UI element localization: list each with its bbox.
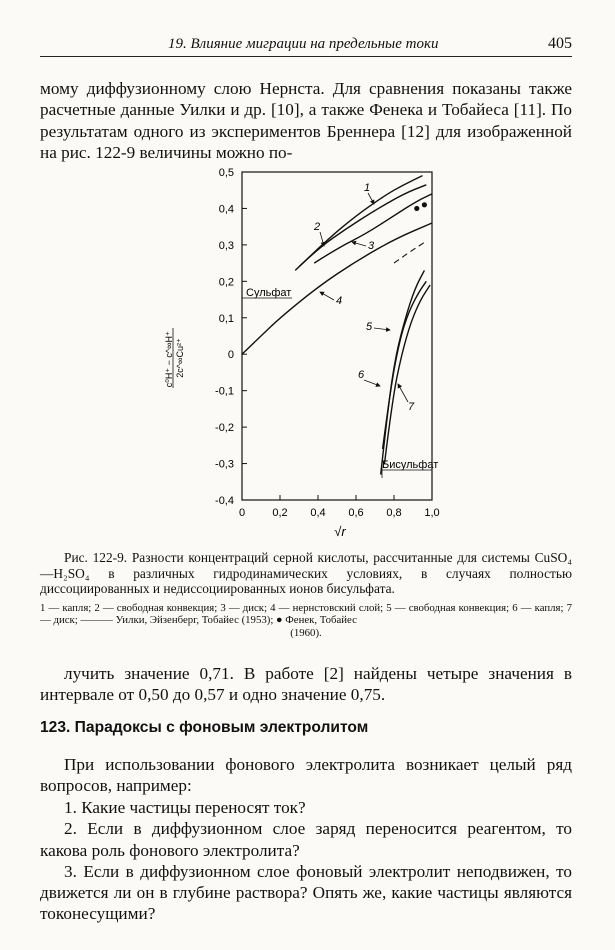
curve-label-4-leader xyxy=(320,292,334,300)
y-tick-label: 0,3 xyxy=(218,239,234,252)
curve-label-6-leader xyxy=(364,380,380,386)
y-tick-label: -0,3 xyxy=(215,458,234,471)
curve-label-7-leader xyxy=(398,384,408,402)
annotation-bisulfate: Бисульфат xyxy=(382,459,439,471)
x-tick-label: 0,8 xyxy=(386,507,402,519)
figure-chart xyxy=(150,160,450,540)
series-line-dashed xyxy=(394,241,426,263)
paragraph-1: мому диффузионному слою Нернста. Для сравнения показаны также расчетные данные Уилки и др. [10], а также Фенека и Тобайеса [11]. По результатам одного из экспериментов Бреннера [12] для изображенной на рис. 122-9 величины можно по- xyxy=(40,79,572,162)
list-item: 3. Если в диффузионном слое фоновый электролит неподвижен, то движется ли он в глубине раствора? Опять же, какие частицы являются токонесущими? xyxy=(40,861,572,924)
data-point xyxy=(414,206,419,211)
x-tick-label: 0,2 xyxy=(272,507,288,519)
x-tick-label: 1,0 xyxy=(424,507,440,519)
curve-label-4: 4 xyxy=(336,295,343,307)
curve-label-7: 7 xyxy=(408,401,415,413)
y-tick-label: 0,4 xyxy=(218,203,234,216)
y-tick-label: 0,5 xyxy=(218,167,234,179)
y-tick-label: 0 xyxy=(227,349,234,362)
x-tick-label: 0,4 xyxy=(310,507,326,519)
curve-label-2: 2 xyxy=(314,221,321,233)
curve-label-2-leader xyxy=(320,232,324,246)
paragraph-2: лучить значение 0,71. В работе [2] найдены четыре значения в интервале от 0,50 до 0,57 и одно значение 0,75. xyxy=(40,664,572,705)
figure-caption: Рис. 122-9. Разности концентраций серной кислоты, рассчитанные для системы CuSO₄—H₂SO₄ в различных гидродинамических условиях, в случаях полностью диссоциированных и недиссоциированных ионов бисульфата. xyxy=(40,550,572,597)
x-tick-label: 0,6 xyxy=(348,507,364,519)
annotation-sulfate: Сульфат xyxy=(246,287,292,299)
figure-legend-line-2: (1960). xyxy=(290,626,322,639)
x-axis-label: √r xyxy=(334,524,346,539)
curve-label-1: 1 xyxy=(364,182,371,194)
y-tick-label: 0,1 xyxy=(218,312,234,325)
data-point xyxy=(422,202,427,207)
running-header-title: 19. Влияние миграции на предельные токи xyxy=(168,36,439,52)
curve-label-5-leader xyxy=(374,328,390,330)
curve-label-1-leader xyxy=(368,193,374,204)
y-axis-label: c⁰H⁺ − c^∞H⁺ 2c^∞Cu²⁺ xyxy=(164,331,185,388)
figure-legend xyxy=(40,602,572,639)
running-header xyxy=(40,34,572,57)
y-tick-label: 0,2 xyxy=(218,276,234,289)
x-tick-label: 0 xyxy=(238,507,246,519)
list-item: 1. Какие частицы переносят ток? xyxy=(64,798,306,817)
curve-label-5: 5 xyxy=(366,321,373,333)
curve-label-3: 3 xyxy=(368,240,375,252)
page-number: 405 xyxy=(548,35,572,52)
plot-frame xyxy=(242,172,432,500)
y-tick-label: -0,2 xyxy=(215,422,234,435)
curve-label-3-leader xyxy=(352,242,366,246)
figure-legend-line-1: 1 — капля; 2 — свободная конвекция; 3 — диск; 4 — нернстовский слой; 5 — свободная конвекция; 6 — капля; 7 — диск; ——— Уилки, Эйзенберг, Тобайес (1953); ● Фенек, Тобайес xyxy=(40,602,572,627)
y-tick-label: -0,4 xyxy=(215,495,234,507)
question-list xyxy=(40,797,572,925)
section-heading: 123. Парадоксы с фоновым электролитом xyxy=(40,719,369,736)
curve-label-6: 6 xyxy=(358,369,365,381)
paragraph-3: При использовании фонового электролита возникает целый ряд вопросов, например: xyxy=(40,755,572,796)
list-item: 2. Если в диффузионном слое заряд переносится реагентом, то какова роль фонового электролита? xyxy=(40,819,572,860)
y-tick-label: -0,1 xyxy=(215,385,234,398)
